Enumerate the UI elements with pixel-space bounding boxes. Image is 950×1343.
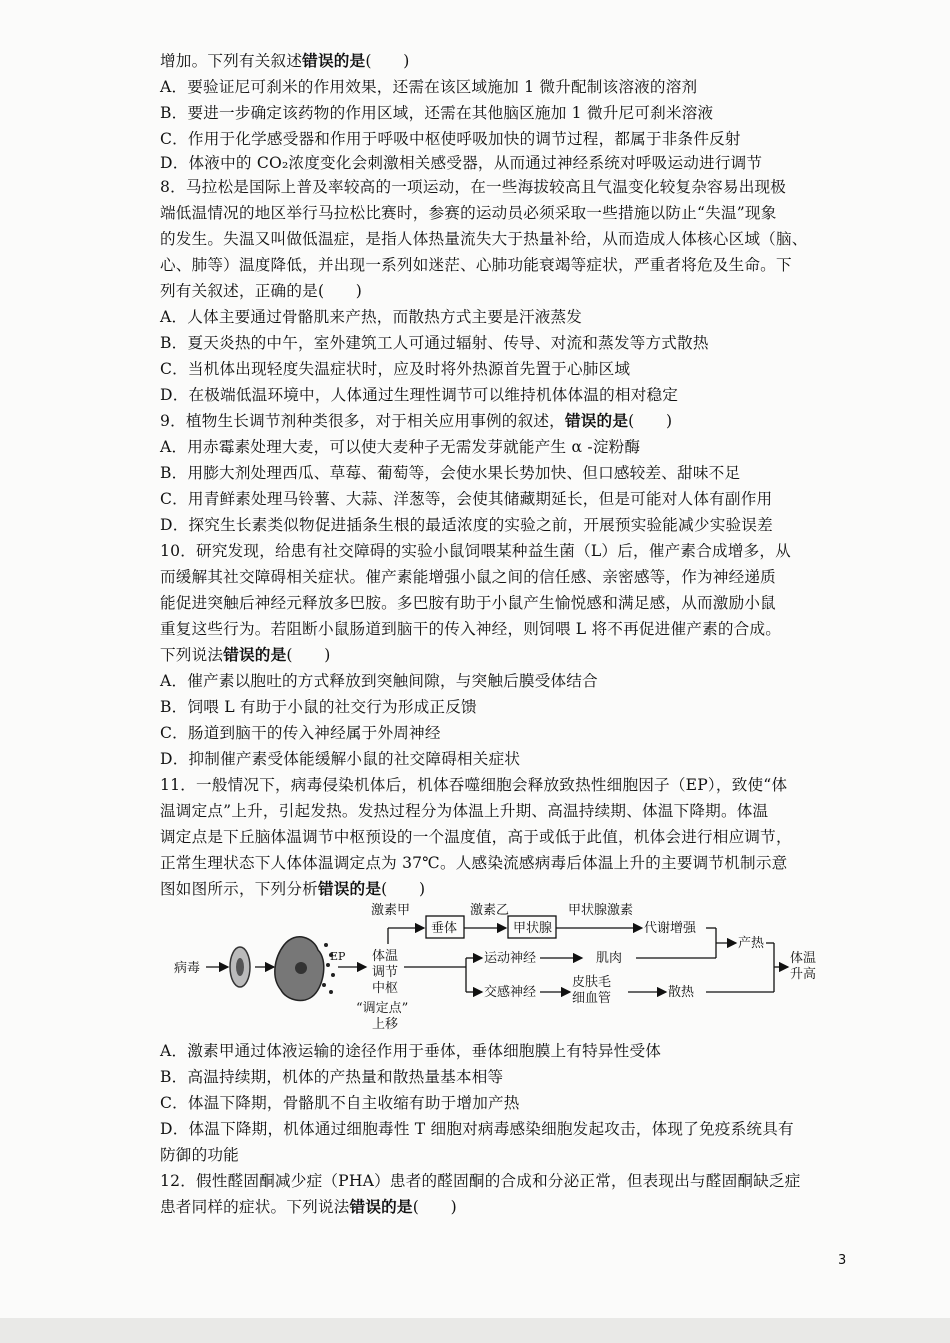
line-text: 温调定点”上升，引起发热。发热过程分为体温上升期、高温持续期、体温下降期。体温 [160, 802, 769, 820]
emphasis-text: 错误的是 [302, 51, 366, 70]
line-text: 正常生理状态下人体体温调定点为 37℃。人感染流感病毒后体温上升的主要调节机制示意 [160, 854, 788, 872]
text-line [160, 436, 640, 458]
line-text: 12．假性醛固酮减少症（PHA）患者的醛固酮的合成和分泌正常，但表现出与醛固酮缺乏症 [160, 1172, 801, 1190]
line-text: 图如图所示，下列分析 [160, 880, 318, 898]
metabolism-label: 代谢增强 [644, 921, 697, 936]
text-line [160, 1118, 794, 1140]
line-text: D．抑制催产素受体能缓解小鼠的社交障碍相关症状 [160, 750, 521, 768]
scan-edge [0, 1318, 950, 1343]
sympathetic-label: 交感神经 [484, 985, 537, 1000]
line-text: B．饲喂 L 有助于小鼠的社交行为形成正反馈 [160, 698, 477, 716]
text-line [160, 1040, 661, 1062]
text-line [160, 488, 772, 510]
line-text: ( ) [628, 412, 673, 430]
text-line [160, 592, 776, 614]
hormone-a-label: 激素甲 [371, 903, 411, 918]
line-text: ( ) [412, 1198, 457, 1216]
text-line [160, 1066, 503, 1088]
line-text: 增加。下列有关叙述 [160, 52, 303, 70]
line-text: 心、肺等）温度降低，并出现一系列如迷茫、心肺功能衰竭等症状，严重者将危及生命。下 [160, 256, 792, 274]
text-line [160, 202, 777, 224]
heat-loss-label: 散热 [668, 985, 695, 1000]
center-line-3: 中枢 [372, 981, 399, 996]
rise-line-2: 升高 [790, 967, 817, 982]
line-text: A．用赤霉素处理大麦，可以使大麦种子无需发芽就能产生 α -淀粉酶 [160, 438, 641, 456]
line-text: 下列说法 [160, 646, 224, 664]
line-text: C．当机体出现轻度失温症状时，应及时将外热源首先置于心肺区域 [160, 360, 631, 378]
line-text: B．夏天炎热的中午，室外建筑工人可通过辐射、传导、对流和蒸发等方式散热 [160, 334, 709, 352]
line-text: 调定点是下丘脑体温调节中枢预设的一个温度值，高于或低于此值，机体会进行相应调节， [160, 828, 792, 846]
text-line [160, 514, 773, 536]
text-line [160, 176, 786, 198]
text-line [160, 826, 792, 848]
text-line [160, 280, 362, 302]
hormone-b-label: 激素乙 [470, 903, 510, 918]
line-text: 端低温情况的地区举行马拉松比赛时，参赛的运动员必须采取一些措施以防止“失温”现象 [160, 204, 777, 222]
line-text: B．用膨大剂处理西瓜、草莓、葡萄等，会使水果长势加快、但口感较差、甜味不足 [160, 464, 741, 482]
line-text: 10．研究发现，给患有社交障碍的实验小鼠饲喂某种益生菌（L）后，催产素合成增多，从 [160, 542, 791, 560]
text-line [160, 384, 678, 406]
line-text: 重复这些行为。若阻断小鼠肠道到脑干的传入神经，则饲喂 L 将不再促进催产素的合成。 [160, 620, 782, 638]
text-line [160, 1170, 801, 1192]
text-line [160, 566, 776, 588]
setpoint-line-1: “调定点” [356, 1001, 409, 1016]
text-line [160, 410, 672, 432]
virus-label: 病毒 [174, 961, 201, 976]
line-text: 的发生。失温又叫做低温症，是指人体热量流失大于热量补给，从而造成人体核心区域（脑、 [160, 230, 808, 248]
text-line [160, 774, 787, 796]
center-line-2: 调节 [372, 965, 399, 980]
thermoregulation-diagram [166, 900, 866, 1040]
rise-line-1: 体温 [790, 951, 817, 966]
line-text: B．要进一步确定该药物的作用区域，还需在其他脑区施加 1 微升尼可刹米溶液 [160, 104, 714, 122]
text-line [160, 878, 425, 900]
line-text: D．体温下降期，机体通过细胞毒性 T 细胞对病毒感染细胞发起攻击，体现了免疫系统具有 [160, 1120, 794, 1138]
muscle-label: 肌肉 [596, 951, 623, 966]
line-text: ( ) [286, 646, 331, 664]
line-text: ( ) [365, 52, 410, 70]
heat-gen-label: 产热 [738, 936, 765, 951]
page-number: 3 [838, 1253, 847, 1268]
line-text: C．体温下降期，骨骼肌不自主收缩有助于增加产热 [160, 1094, 520, 1112]
text-line [160, 50, 410, 72]
text-line [160, 462, 740, 484]
motor-nerve-label: 运动神经 [484, 951, 537, 966]
emphasis-text: 错误的是 [317, 879, 382, 898]
text-line [160, 128, 741, 150]
text-line [160, 852, 787, 874]
text-line [160, 152, 762, 174]
emphasis-text: 错误的是 [349, 1197, 413, 1216]
line-text: 8．马拉松是国际上普及率较高的一项运动，在一些海拔较高且气温变化较复杂容易出现极 [160, 178, 787, 196]
text-line [160, 332, 709, 354]
text-line [160, 76, 697, 98]
text-line [160, 644, 331, 666]
line-text: 防御的功能 [160, 1146, 239, 1164]
text-line [160, 722, 441, 744]
text-line [160, 102, 713, 124]
text-line [160, 618, 781, 640]
skin-line-2: 细血管 [572, 991, 612, 1006]
line-text: A．激素甲通过体液运输的途径作用于垂体，垂体细胞膜上有特异性受体 [160, 1042, 662, 1060]
text-line [160, 800, 768, 822]
line-text: 11．一般情况下，病毒侵染机体后，机体吞噬细胞会释放致热性细胞因子（EP），致使“体 [160, 776, 788, 794]
text-line [160, 1144, 239, 1166]
text-line [160, 696, 477, 718]
text-line [160, 670, 598, 692]
ep-label: EP [330, 950, 346, 963]
line-text: C．肠道到脑干的传入神经属于外周神经 [160, 724, 441, 742]
line-text: 患者同样的症状。下列说法 [160, 1198, 350, 1216]
pituitary-label: 垂体 [431, 921, 458, 936]
line-text: A．人体主要通过骨骼肌来产热，而散热方式主要是汗液蒸发 [160, 308, 583, 326]
line-text: ( ) [381, 880, 426, 898]
line-text: C．用青鲜素处理马铃薯、大蒜、洋葱等，会使其储藏期延长，但是可能对人体有副作用 [160, 490, 773, 508]
line-text: D．探究生长素类似物促进插条生根的最适浓度的实验之前，开展预实验能减少实验误差 [160, 516, 773, 534]
line-text: 而缓解其社交障碍相关症状。催产素能增强小鼠之间的信任感、亲密感等，作为神经递质 [160, 568, 776, 586]
text-line [160, 254, 792, 276]
text-line [160, 1196, 457, 1218]
text-line [160, 228, 808, 250]
line-text: D．体液中的 CO₂浓度变化会刺激相关感受器，从而通过神经系统对呼吸运动进行调节 [160, 154, 763, 172]
text-line [160, 540, 791, 562]
center-line-1: 体温 [372, 949, 399, 964]
setpoint-line-2: 上移 [372, 1017, 399, 1032]
text-line [160, 306, 582, 328]
line-text: A．催产素以胞吐的方式释放到突触间隙，与突触后膜受体结合 [160, 672, 598, 690]
line-text: C．作用于化学感受器和作用于呼吸中枢使呼吸加快的调节过程，都属于非条件反射 [160, 130, 741, 148]
text-line [160, 358, 630, 380]
line-text: 能促进突触后神经元释放多巴胺。多巴胺有助于小鼠产生愉悦感和满足感，从而激励小鼠 [160, 594, 776, 612]
emphasis-text: 错误的是 [564, 411, 629, 430]
thyroid-hormone-label: 甲状腺激素 [568, 903, 634, 918]
text-line [160, 748, 520, 770]
skin-line-1: 皮肤毛 [572, 975, 612, 990]
emphasis-text: 错误的是 [223, 645, 287, 664]
thyroid-label: 甲状腺 [513, 921, 553, 936]
line-text: 列有关叙述，正确的是( ) [160, 282, 363, 300]
line-text: A．要验证尼可刹米的作用效果，还需在该区域施加 1 微升配制该溶液的溶剂 [160, 78, 698, 96]
text-line [160, 1092, 520, 1114]
line-text: 9．植物生长调节剂种类很多，对于相关应用事例的叙述， [160, 412, 565, 430]
line-text: D．在极端低温环境中，人体通过生理性调节可以维持机体体温的相对稳定 [160, 386, 679, 404]
line-text: B．高温持续期，机体的产热量和散热量基本相等 [160, 1068, 504, 1086]
